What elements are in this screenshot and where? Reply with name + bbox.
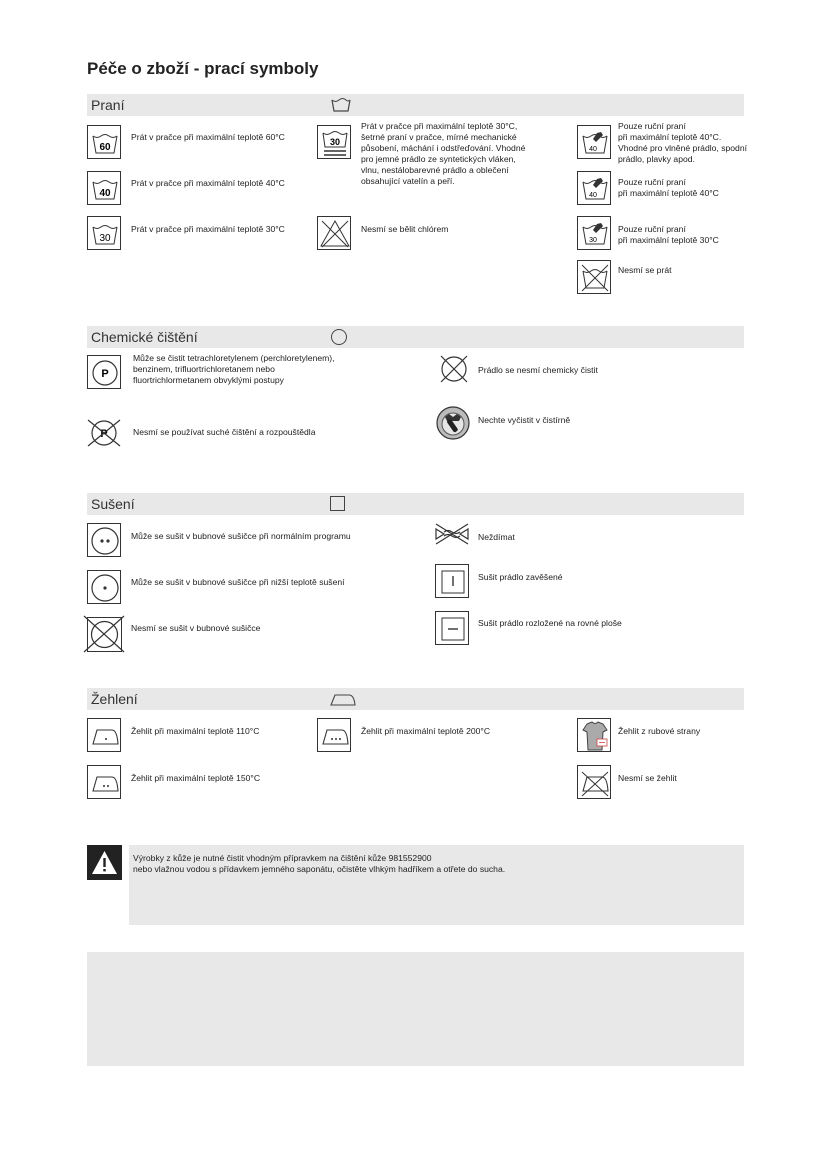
hand-wash-40b-icon bbox=[577, 171, 611, 205]
no-bleach-text: Nesmí se bělit chlórem bbox=[361, 224, 449, 234]
dry-flat-text: Sušit prádlo rozložené na rovné ploše bbox=[478, 618, 622, 628]
iron-150-icon bbox=[87, 765, 121, 799]
svg-text:40: 40 bbox=[589, 146, 597, 153]
tumble-dry-normal-icon bbox=[87, 523, 121, 557]
svg-text:30: 30 bbox=[329, 137, 341, 147]
dry-flat-icon bbox=[435, 611, 469, 645]
no-dry-clean-text: Prádlo se nesmí chemicky čistit bbox=[478, 365, 598, 375]
circle-icon bbox=[330, 329, 348, 345]
no-iron-text: Nesmí se žehlit bbox=[618, 773, 677, 783]
svg-text:40: 40 bbox=[589, 192, 597, 199]
no-dry-clean-icon bbox=[437, 353, 471, 385]
professional-clean-text: Nechte vyčistit v čistírně bbox=[478, 415, 571, 425]
no-dry-clean-p-text: Nesmí se používat suché čištění a rozpouštědla bbox=[133, 427, 316, 437]
iron-200-text: Žehlit při maximální teplotě 200°C bbox=[361, 726, 491, 736]
hand-wash-30-text: Pouze ruční praní při maximální teplotě 30°C bbox=[618, 224, 719, 245]
warning-text: Výrobky z kůže je nutné čistit vhodným přípravkem na čištění kůže 981552900 nebo vlažnou vodou s přídavkem jemného saponátu, očistěte vlhkým hadříkem a otřete do sucha. bbox=[133, 853, 506, 874]
section-label: Chemické čištění bbox=[91, 329, 198, 345]
hand-wash-40-icon bbox=[577, 125, 611, 159]
no-wash-icon bbox=[577, 260, 611, 294]
section-label: Sušení bbox=[91, 496, 135, 512]
wash-30-gentle-text: Prát v pračce při maximální teplotě 30°C, šetrné praní v pračce, mírné mechanické působení, máchání i odstřeďování. Vhodné pro jemné prádlo ze syntetických vláken, vlnu, nestálobarevné prádlo a oblečení obsahující vatelín a peří. bbox=[361, 121, 526, 186]
page-title: Péče o zboží - prací symboly bbox=[87, 59, 319, 78]
iron-inside-out-text: Žehlit z rubové strany bbox=[618, 726, 701, 736]
warning-icon bbox=[87, 845, 122, 880]
washtub-icon bbox=[330, 97, 352, 113]
section-header-prani bbox=[87, 94, 744, 116]
tumble-dry-low-icon bbox=[87, 570, 121, 604]
iron-icon bbox=[329, 691, 357, 707]
wash-60-icon bbox=[87, 125, 121, 159]
hand-wash-30-icon bbox=[577, 216, 611, 250]
section-header-chemicke bbox=[87, 326, 744, 348]
iron-110-icon bbox=[87, 718, 121, 752]
wash-30-text: Prát v pračce při maximální teplotě 30°C bbox=[131, 224, 285, 234]
svg-text:30: 30 bbox=[99, 233, 111, 244]
svg-text:P: P bbox=[101, 368, 109, 380]
section-label: Praní bbox=[91, 97, 125, 113]
professional-clean-icon bbox=[435, 405, 471, 441]
line-dry-text: Sušit prádlo zavěšené bbox=[478, 572, 563, 582]
section-header-zehleni bbox=[87, 688, 744, 710]
dry-clean-p-text: Může se čistit tetrachloretylenem (perchloretylenem), benzinem, trifluortrichloretanem nebo fluortrichlormetanem obvyklými postupy bbox=[133, 353, 335, 385]
no-dry-clean-p-icon bbox=[85, 417, 123, 449]
svg-text:40: 40 bbox=[99, 188, 111, 199]
iron-150-text: Žehlit při maximální teplotě 150°C bbox=[131, 773, 261, 783]
wash-40-icon bbox=[87, 171, 121, 205]
svg-text:P: P bbox=[100, 428, 108, 440]
no-tumble-dry-text: Nesmí se sušit v bubnové sušičce bbox=[131, 623, 261, 633]
no-bleach-icon bbox=[317, 216, 351, 250]
no-tumble-dry-icon bbox=[83, 615, 125, 653]
wash-60-text: Prát v pračce při maximální teplotě 60°C bbox=[131, 132, 285, 142]
no-wring-text: Neždímat bbox=[478, 532, 515, 542]
section-header-suseni bbox=[87, 493, 744, 515]
dry-clean-p-icon bbox=[87, 355, 121, 389]
iron-inside-out-icon bbox=[577, 718, 611, 752]
tumble-dry-normal-text: Může se sušit v bubnové sušičce při normálním programu bbox=[131, 531, 351, 541]
wash-40-text: Prát v pračce při maximální teplotě 40°C bbox=[131, 178, 285, 188]
wash-30-gentle-icon bbox=[317, 125, 351, 159]
line-dry-icon bbox=[435, 564, 469, 598]
svg-text:60: 60 bbox=[99, 142, 111, 153]
tumble-dry-low-text: Může se sušit v bubnové sušičce při nižší teplotě sušení bbox=[131, 577, 345, 587]
svg-text:30: 30 bbox=[589, 237, 597, 244]
hand-wash-40b-text: Pouze ruční praní při maximální teplotě 40°C bbox=[618, 177, 719, 198]
wash-30-icon bbox=[87, 216, 121, 250]
no-wash-text: Nesmí se prát bbox=[618, 265, 672, 275]
iron-110-text: Žehlit při maximální teplotě 110°C bbox=[131, 726, 260, 736]
square-icon bbox=[330, 496, 346, 512]
notes-panel bbox=[87, 952, 744, 1066]
no-wring-icon bbox=[433, 523, 471, 545]
no-iron-icon bbox=[577, 765, 611, 799]
iron-200-icon bbox=[317, 718, 351, 752]
section-label: Žehlení bbox=[91, 691, 138, 707]
hand-wash-40-text: Pouze ruční praní při maximální teplotě 40°C. Vhodné pro vlněné prádlo, spodní prádlo, plavky apod. bbox=[618, 121, 748, 164]
